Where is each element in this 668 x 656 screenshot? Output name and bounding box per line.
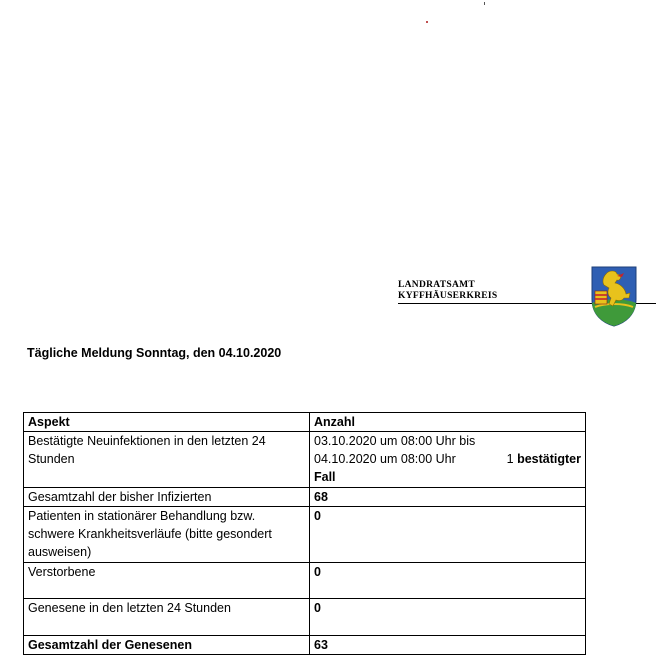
new-cases-unit-cont: Fall	[314, 470, 336, 484]
row-label-infizierte: Gesamtzahl der bisher Infizierten	[24, 488, 310, 507]
table-header-row	[24, 413, 586, 432]
report-heading: Tägliche Meldung Sonntag, den 04.10.2020	[27, 346, 282, 360]
header-aspekt: Aspekt	[24, 413, 310, 432]
row-value-stationaer: 0	[310, 507, 586, 563]
table-row	[24, 636, 586, 655]
row-label-verstorbene: Verstorbene	[24, 563, 310, 599]
office-line-2: KYFFHÄUSERKREIS	[398, 291, 498, 301]
scan-speck	[426, 21, 428, 23]
report-table	[23, 412, 586, 655]
row-label-neuinfektionen: Bestätigte Neuinfektionen in den letzten 24 Stunden	[24, 432, 310, 488]
row-label-genesene-24h: Genesene in den letzten 24 Stunden	[24, 599, 310, 636]
new-cases-count: 1	[506, 452, 514, 466]
coat-of-arms-lion-icon	[589, 265, 639, 327]
new-cases	[507, 450, 581, 468]
row-label-stationaer: Patienten in stationärer Behandlung bzw. schwere Krankheitsverläufe (bitte gesondert ausweisen)	[24, 507, 310, 563]
new-cases-unit: bestätigter	[517, 452, 581, 466]
office-line-1: LANDRATSAMT	[398, 280, 476, 290]
row-value-infizierte: 68	[310, 488, 586, 507]
table-row	[24, 488, 586, 507]
row-value-verstorbene: 0	[310, 563, 586, 599]
scan-speck	[484, 2, 485, 5]
row-value-genesene-24h: 0	[310, 599, 586, 636]
row-label-genesene-gesamt: Gesamtzahl der Genesenen	[24, 636, 310, 655]
header-anzahl: Anzahl	[310, 413, 586, 432]
period-start: 03.10.2020 um 08:00 Uhr bis	[314, 434, 476, 448]
row-value-neuinfektionen	[310, 432, 586, 488]
row-value-genesene-gesamt: 63	[310, 636, 586, 655]
table-row	[24, 432, 586, 488]
period-end-row	[314, 450, 581, 468]
period-end: 04.10.2020 um 08:00 Uhr	[314, 452, 456, 466]
table-row	[24, 563, 586, 599]
table-row	[24, 599, 586, 636]
table-row	[24, 507, 586, 563]
